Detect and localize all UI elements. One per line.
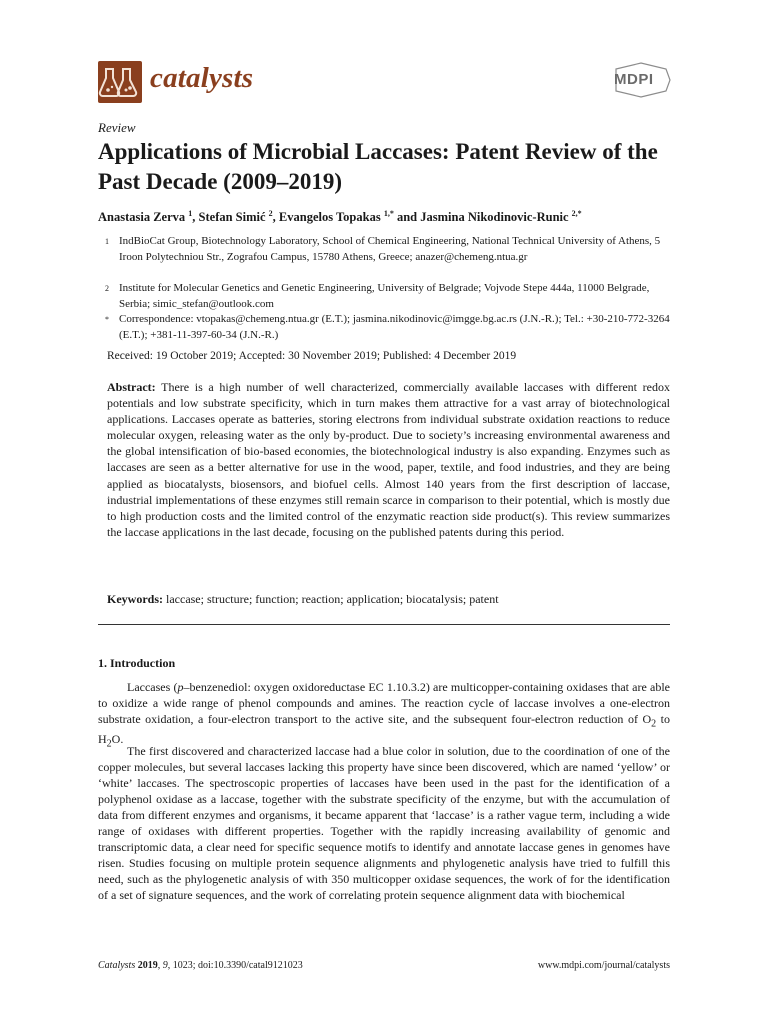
author-name: Anastasia Zerva [98, 210, 186, 225]
author-affiliation-mark: 2 [268, 209, 273, 218]
author-affiliation-mark: 1,* [383, 209, 394, 218]
abstract [107, 379, 670, 540]
author-name: Jasmina Nikodinovic-Runic [420, 210, 569, 225]
footer-volume: 9 [162, 960, 168, 971]
affiliation-text: IndBioCat Group, Biotechnology Laboratory, School of Chemical Engineering, National Technical University of Athens, 5 Iroon Polytechniou Str., Zografou Campus, 15780 Athens, Greece; anazer@chemeng.ntua.gr [119, 235, 661, 263]
author-affiliation-mark: 2,* [571, 209, 582, 218]
footer-doi: , 1023; doi:10.3390/catal9121023 [167, 960, 303, 971]
affiliation-mark: 2 [105, 284, 109, 293]
paragraph-text: –benzenediol: oxygen oxidoreductase EC 1.10.3.2) are multicopper-containing oxidases that are able to oxidize a wide range of phenol compounds and amines. The reaction cycle of laccase involves a one-electron substrate oxidation, a four-electron transport to the active site, and the subsequent four-electron reduction of O [98, 680, 671, 726]
publisher-name: MDPI [614, 71, 654, 88]
abstract-label: Abstract: [107, 380, 156, 394]
author-name: Stefan Simić [198, 210, 266, 225]
flask-logo-icon [98, 61, 142, 103]
publication-dates: Received: 19 October 2019; Accepted: 30 November 2019; Published: 4 December 2019 [107, 350, 517, 362]
author-affiliation-mark: 1 [188, 209, 193, 218]
section-heading: 1. Introduction [98, 656, 176, 670]
article-type: Review [98, 120, 136, 135]
author-name: Evangelos Topakas [278, 210, 381, 225]
footer-journal: Catalysts [98, 960, 136, 971]
correspondence [98, 312, 678, 343]
affiliation-text: Institute for Molecular Genetics and Genetic Engineering, University of Belgrade; Vojvode Stepe 444a, 11000 Belgrade, Serbia; simic_stefan@outlook.com [119, 282, 650, 310]
paragraph-text: to H [98, 711, 670, 747]
footer-year: 2019 [137, 960, 158, 971]
paragraph [98, 744, 670, 904]
journal-url[interactable]: www.mdpi.com/journal/catalysts [537, 960, 670, 971]
author-separator: , [272, 210, 279, 225]
abstract-text: There is a high number of well characterized, commercially available laccases with different redox potentials and low substrate specificity, which in turn makes them attractive for a vast array of biotechnological applications. Laccases operate as batteries, storing electrons from individual substrate oxidation reactions to reduce molecular oxygen, releasing water as the only by-product. Due to society’s increasing environmental awareness and the global intensification of bio-based economies, the biotechnological industry is also expanding. Enzymes such as laccases are seen as a better alternative for use in the wood, paper, textile, and food industries, and they are being applied as biocatalysts, biosensors, and biofuel cells. Almost 140 years from the first description of laccase, industrial implementations of these enzymes still remain scarce in comparison to their potential, which is mostly due to high production costs and the limited control of the enzymatic reaction side product(s). This review summarizes the laccase applications in the last decade, focusing on the published patents during this period. [107, 380, 670, 539]
paragraph-text: The first discovered and characterized laccase had a blue color in solution, due to the coordination of one of the copper molecules, but several laccases lacking this property have since been discovered, which are named ‘yellow’ or ‘white’ laccases. The spectroscopic properties of laccases have been used in the past for the identification of a polyphenol oxidase as a laccase, together with the substrate specificity of the enzyme, but with the accumulation of data from different enzymes and organisms, it became apparent that ‘laccase’ is a rather vague term, including a wide range of oxidases with different properties. Together with the rapidly increasing availability of genomic and transcriptomic data, a clear need for specific sequence motifs to identify and annotate laccase genes in genomes have risen. Studies focusing on multiple protein sequence alignments and phylogenetic analysis have tried to fulfill this need, such as the phylogenetic analysis of with 350 multicopper oxidase sequences, the work of for the identification of a set of signature sequences, and the work of correlating protein sequence alignment data with biochemical [98, 744, 670, 902]
keywords [107, 592, 670, 607]
footer-separator: , [157, 960, 163, 971]
keywords-text: laccase; structure; function; reaction; application; biocatalysis; patent [166, 592, 499, 606]
affiliation [98, 234, 678, 265]
journal-name: catalysts [150, 62, 254, 94]
italic-text: p [177, 680, 184, 694]
section-divider [98, 624, 670, 625]
affiliation-mark: * [105, 315, 109, 324]
subscript: 2 [651, 718, 657, 730]
affiliation-mark: 1 [105, 237, 109, 246]
paragraph-text: Laccases ( [127, 680, 178, 694]
subscript: 2 [106, 738, 112, 750]
author-separator: and [393, 210, 421, 225]
article-title: Applications of Microbial Laccases: Patent Review of the Past Decade (2009–2019) [98, 139, 658, 194]
author-separator: , [192, 210, 199, 225]
correspondence-text: Correspondence: vtopakas@chemeng.ntua.gr (E.T.); jasmina.nikodinovic@imgge.bg.ac.rs (J.N.-R.); Tel.: +30-210-772-3264 (E.T.); +381-11-397-60-34 (J.N.-R.) [119, 313, 670, 341]
affiliation [98, 281, 678, 312]
citation-footer [98, 960, 303, 971]
paragraph [98, 680, 670, 753]
author-list [98, 209, 678, 225]
mdpi-hexagon-icon [610, 61, 672, 99]
paragraph-text: O. [111, 732, 124, 747]
keywords-label: Keywords: [107, 592, 163, 606]
